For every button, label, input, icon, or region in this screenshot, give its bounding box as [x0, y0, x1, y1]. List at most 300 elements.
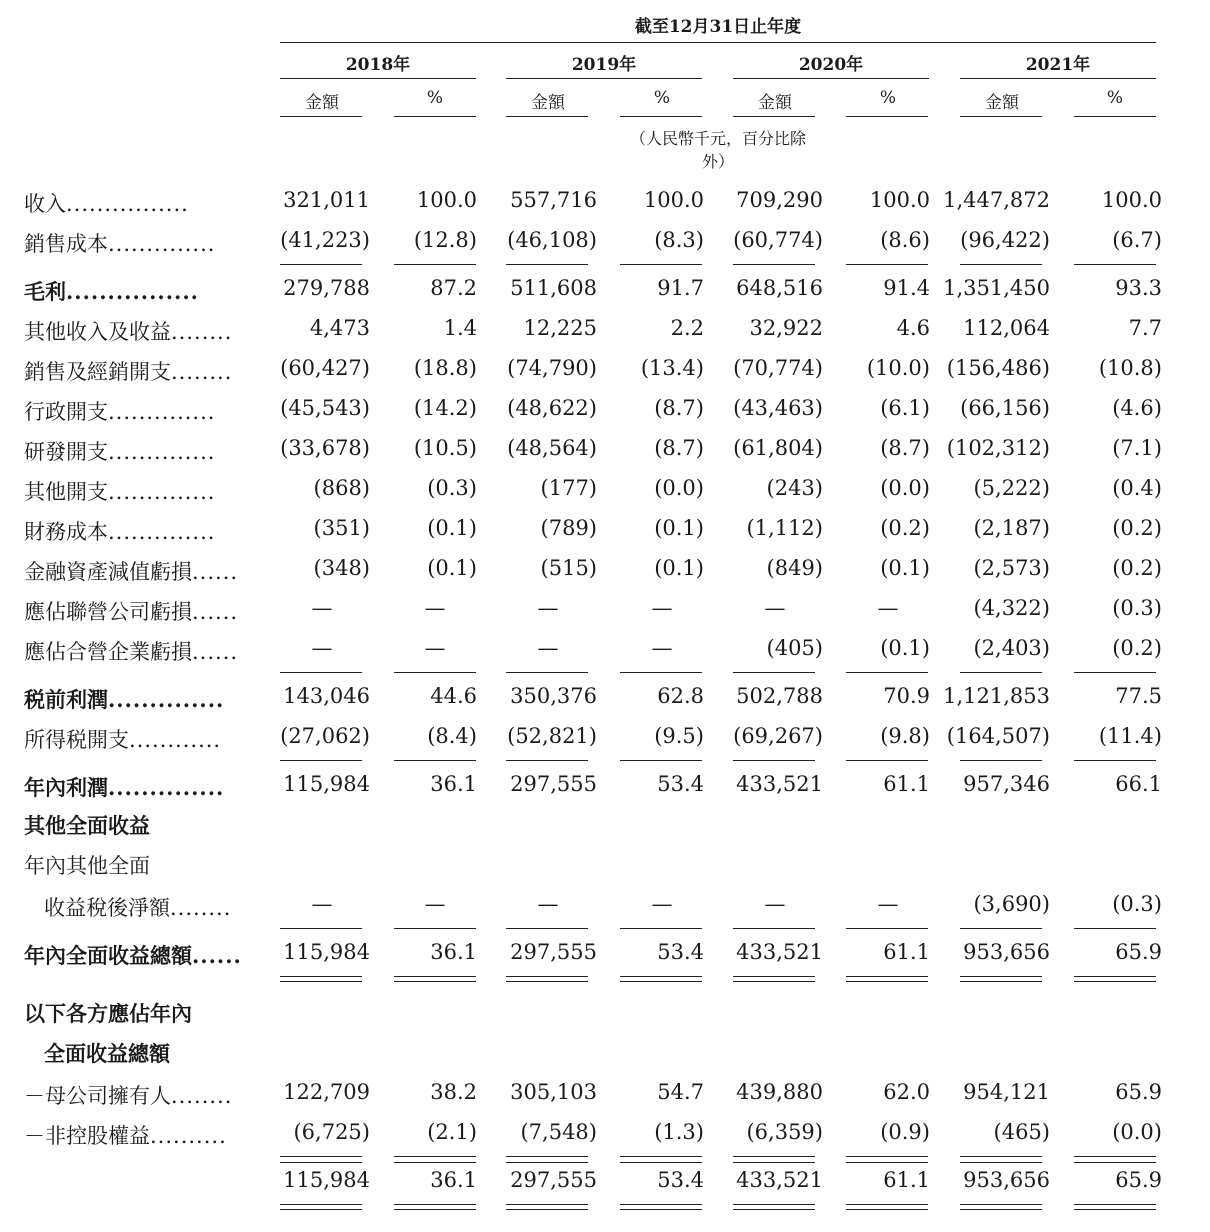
- percent-cell: (18.8): [413, 356, 477, 380]
- column-header-rule: [620, 116, 702, 117]
- row-label-text: 收益稅後淨額: [44, 896, 170, 920]
- units-note: （人民幣千元，百分比除外）: [629, 129, 806, 171]
- subtotal-rule: [620, 264, 702, 265]
- amount-cell: (96,422): [960, 228, 1050, 252]
- row-label-text: 銷售及經銷開支: [24, 360, 171, 384]
- year-header-2021: 2021年: [1025, 55, 1091, 75]
- total-double-rule: [960, 1204, 1042, 1210]
- column-header-rule: [960, 116, 1042, 117]
- percent-cell: (0.1): [654, 556, 704, 580]
- percent-column-header: %: [653, 88, 671, 108]
- percent-cell: (12.8): [413, 228, 477, 252]
- total-double-rule: [846, 1204, 928, 1210]
- column-header-rule: [733, 116, 815, 117]
- row-label-text: 毛利: [24, 279, 66, 304]
- amount-cell: 433,521: [736, 940, 823, 964]
- amount-cell: 439,880: [736, 1080, 823, 1104]
- row-label-text: 全面收益總額: [44, 1041, 170, 1066]
- row-label: [24, 810, 150, 840]
- leader-dots: ..............: [108, 687, 225, 712]
- percent-cell: 91.7: [657, 276, 704, 300]
- year-header-2018: 2018年: [345, 55, 411, 75]
- percent-cell: (0.0): [880, 476, 930, 500]
- row-label: [24, 188, 189, 218]
- leader-dots: ......: [192, 943, 242, 968]
- year-rule: [960, 78, 1156, 79]
- row-label: [44, 892, 231, 922]
- amount-cell: (33,678): [280, 436, 370, 460]
- subtotal-rule: [620, 928, 702, 929]
- percent-cell: —: [877, 892, 899, 916]
- leader-dots: ......: [192, 600, 239, 624]
- amount-cell: (849): [766, 556, 823, 580]
- row-label-text: －非控股權益: [24, 1124, 150, 1148]
- amount-cell: (43,463): [733, 396, 823, 420]
- percent-cell: 36.1: [430, 772, 477, 796]
- percent-cell: (0.1): [880, 636, 930, 660]
- percent-cell: (4.6): [1112, 396, 1162, 420]
- column-header-rule: [280, 116, 362, 117]
- subtotal-rule: [1074, 672, 1156, 673]
- percent-cell: 65.9: [1115, 1168, 1162, 1192]
- subtotal-rule: [1074, 760, 1156, 761]
- row-label-text: 收入: [24, 192, 66, 216]
- subtotal-rule: [394, 1156, 476, 1157]
- subtotal-rule: [394, 1162, 476, 1163]
- leader-dots: ..............: [108, 440, 216, 464]
- percent-cell: 77.5: [1115, 684, 1162, 708]
- percent-cell: 61.1: [883, 940, 930, 964]
- amount-cell: 12,225: [523, 316, 597, 340]
- subtotal-rule: [280, 1156, 362, 1157]
- percent-cell: 44.6: [430, 684, 477, 708]
- amount-cell: (405): [766, 636, 823, 660]
- column-header-rule: [1074, 116, 1156, 117]
- subtotal-rule: [1074, 928, 1156, 929]
- amount-cell: 502,788: [736, 684, 823, 708]
- subtotal-rule: [394, 760, 476, 761]
- amount-cell: 953,656: [963, 940, 1050, 964]
- year-rule: [733, 78, 929, 79]
- amount-cell: —: [311, 636, 333, 660]
- percent-cell: 2.2: [670, 316, 704, 340]
- row-label-text: 年內利潤: [24, 775, 108, 800]
- percent-cell: (0.1): [427, 516, 477, 540]
- percent-cell: —: [651, 596, 673, 620]
- percent-cell: —: [424, 596, 446, 620]
- total-double-rule: [620, 1204, 702, 1210]
- percent-cell: (0.0): [1112, 1120, 1162, 1144]
- percent-cell: 100.0: [416, 188, 477, 212]
- subtotal-rule: [506, 1156, 588, 1157]
- percent-cell: 100.0: [1101, 188, 1162, 212]
- amount-cell: —: [537, 596, 559, 620]
- row-label: [24, 724, 221, 754]
- column-header-rule: [846, 116, 928, 117]
- subtotal-rule: [620, 672, 702, 673]
- subtotal-rule: [620, 1162, 702, 1163]
- total-double-rule: [394, 976, 476, 982]
- amount-cell: 297,555: [510, 772, 597, 796]
- row-label-text: 年內全面收益總額: [24, 943, 192, 968]
- percent-cell: 100.0: [643, 188, 704, 212]
- percent-cell: (0.0): [654, 476, 704, 500]
- percent-cell: 61.1: [883, 772, 930, 796]
- subtotal-rule: [506, 1162, 588, 1163]
- amount-cell: (465): [993, 1120, 1050, 1144]
- percent-column-header: %: [1106, 88, 1124, 108]
- amount-cell: (27,062): [280, 724, 370, 748]
- percent-cell: (7.1): [1112, 436, 1162, 460]
- row-label: [24, 636, 238, 666]
- subtotal-rule: [620, 760, 702, 761]
- row-label: [24, 476, 215, 506]
- percent-cell: 54.7: [657, 1080, 704, 1104]
- amount-cell: 433,521: [736, 1168, 823, 1192]
- amount-cell: (2,573): [973, 556, 1050, 580]
- percent-cell: (1.3): [654, 1120, 704, 1144]
- percent-cell: (0.3): [427, 476, 477, 500]
- row-label-text: －母公司擁有人: [24, 1084, 171, 1108]
- amount-cell: 321,011: [283, 188, 370, 212]
- percent-cell: (8.3): [654, 228, 704, 252]
- row-label-text: 應佔聯營公司虧損: [24, 600, 192, 624]
- subtotal-rule: [1074, 1162, 1156, 1163]
- row-label-text: 其他收入及收益: [24, 320, 171, 344]
- subtotal-rule: [394, 928, 476, 929]
- percent-cell: 4.6: [896, 316, 930, 340]
- amount-cell: (1,112): [746, 516, 823, 540]
- amount-cell: (66,156): [960, 396, 1050, 420]
- amount-cell: 350,376: [510, 684, 597, 708]
- row-label: [24, 436, 215, 466]
- amount-cell: 648,516: [736, 276, 823, 300]
- subtotal-rule: [846, 928, 928, 929]
- period-title: 截至12月31日止年度: [634, 17, 802, 37]
- subtotal-rule: [620, 1156, 702, 1157]
- percent-cell: (0.1): [880, 556, 930, 580]
- row-label: [24, 556, 238, 586]
- percent-cell: 91.4: [883, 276, 930, 300]
- amount-column-header: 金額: [305, 93, 339, 113]
- amount-cell: (102,312): [946, 436, 1050, 460]
- amount-cell: —: [764, 892, 786, 916]
- amount-cell: (46,108): [507, 228, 597, 252]
- percent-cell: 100.0: [869, 188, 930, 212]
- subtotal-rule: [394, 672, 476, 673]
- amount-cell: 1,121,853: [943, 684, 1050, 708]
- year-rule: [280, 78, 476, 79]
- percent-cell: (6.1): [880, 396, 930, 420]
- percent-cell: 7.7: [1128, 316, 1162, 340]
- subtotal-rule: [506, 760, 588, 761]
- row-label: [24, 228, 215, 258]
- amount-cell: 4,473: [309, 316, 370, 340]
- amount-cell: (164,507): [946, 724, 1050, 748]
- year-header-2019: 2019年: [571, 55, 637, 75]
- amount-cell: 122,709: [283, 1080, 370, 1104]
- percent-cell: (13.4): [640, 356, 704, 380]
- amount-cell: (45,543): [280, 396, 370, 420]
- total-double-rule: [960, 976, 1042, 982]
- subtotal-rule: [846, 1162, 928, 1163]
- amount-cell: (70,774): [733, 356, 823, 380]
- total-double-rule: [280, 976, 362, 982]
- row-label-text: 所得税開支: [24, 728, 129, 752]
- amount-cell: 957,346: [963, 772, 1050, 796]
- subtotal-rule: [280, 672, 362, 673]
- amount-cell: 511,608: [510, 276, 597, 300]
- subtotal-rule: [1074, 264, 1156, 265]
- percent-cell: (0.1): [654, 516, 704, 540]
- amount-cell: (868): [313, 476, 370, 500]
- percent-cell: (11.4): [1098, 724, 1162, 748]
- row-label: [24, 316, 232, 346]
- amount-cell: 112,064: [963, 316, 1050, 340]
- total-double-rule: [506, 1204, 588, 1210]
- amount-column-header: 金額: [531, 93, 565, 113]
- leader-dots: ......: [192, 560, 239, 584]
- amount-cell: (41,223): [280, 228, 370, 252]
- header-rule: [280, 42, 1156, 43]
- amount-cell: —: [311, 892, 333, 916]
- amount-cell: (177): [540, 476, 597, 500]
- row-label-text: 財務成本: [24, 520, 108, 544]
- row-label: [24, 998, 192, 1028]
- total-double-rule: [394, 1204, 476, 1210]
- amount-cell: (515): [540, 556, 597, 580]
- row-label-text: 以下各方應佔年內: [24, 1001, 192, 1026]
- leader-dots: ..............: [108, 775, 225, 800]
- amount-cell: (74,790): [507, 356, 597, 380]
- amount-cell: 143,046: [283, 684, 370, 708]
- row-label: [44, 1038, 170, 1068]
- percent-cell: (0.2): [1112, 556, 1162, 580]
- amount-cell: 115,984: [283, 772, 370, 796]
- percent-cell: (10.0): [866, 356, 930, 380]
- amount-cell: (60,427): [280, 356, 370, 380]
- amount-cell: (6,359): [746, 1120, 823, 1144]
- total-double-rule: [280, 1204, 362, 1210]
- subtotal-rule: [733, 1162, 815, 1163]
- leader-dots: ........: [171, 1084, 233, 1108]
- row-label: [24, 850, 150, 880]
- leader-dots: ..............: [108, 520, 216, 544]
- percent-cell: 53.4: [657, 1168, 704, 1192]
- amount-cell: 954,121: [963, 1080, 1050, 1104]
- amount-cell: (243): [766, 476, 823, 500]
- subtotal-rule: [960, 1156, 1042, 1157]
- subtotal-rule: [846, 760, 928, 761]
- percent-cell: (0.3): [1112, 596, 1162, 620]
- total-double-rule: [1074, 976, 1156, 982]
- amount-column-header: 金額: [758, 93, 792, 113]
- percent-cell: (0.4): [1112, 476, 1162, 500]
- row-label: [24, 596, 238, 626]
- row-label-text: 金融資產減值虧損: [24, 560, 192, 584]
- leader-dots: ........: [171, 320, 233, 344]
- amount-cell: (3,690): [973, 892, 1050, 916]
- subtotal-rule: [846, 264, 928, 265]
- percent-cell: (14.2): [413, 396, 477, 420]
- percent-cell: (10.8): [1098, 356, 1162, 380]
- amount-cell: (7,548): [520, 1120, 597, 1144]
- subtotal-rule: [506, 672, 588, 673]
- total-double-rule: [733, 1204, 815, 1210]
- percent-cell: (0.9): [880, 1120, 930, 1144]
- row-label-text: 研發開支: [24, 440, 108, 464]
- percent-column-header: %: [879, 88, 897, 108]
- percent-cell: 61.1: [883, 1168, 930, 1192]
- amount-cell: 32,922: [749, 316, 823, 340]
- percent-cell: (8.7): [880, 436, 930, 460]
- subtotal-rule: [960, 928, 1042, 929]
- amount-cell: (69,267): [733, 724, 823, 748]
- percent-cell: —: [877, 596, 899, 620]
- subtotal-rule: [280, 1162, 362, 1163]
- leader-dots: ........: [171, 360, 233, 384]
- amount-cell: 557,716: [510, 188, 597, 212]
- total-double-rule: [620, 976, 702, 982]
- subtotal-rule: [733, 760, 815, 761]
- leader-dots: ......: [192, 640, 239, 664]
- amount-cell: 433,521: [736, 772, 823, 796]
- row-label-text: 年內其他全面: [24, 854, 150, 878]
- row-label: [24, 276, 199, 306]
- subtotal-rule: [960, 672, 1042, 673]
- row-label-text: 應佔合營企業虧損: [24, 640, 192, 664]
- amount-cell: (61,804): [733, 436, 823, 460]
- amount-cell: (48,564): [507, 436, 597, 460]
- amount-cell: (2,403): [973, 636, 1050, 660]
- row-label-text: 其他開支: [24, 480, 108, 504]
- amount-cell: 115,984: [283, 1168, 370, 1192]
- subtotal-rule: [846, 1156, 928, 1157]
- row-label: [24, 396, 215, 426]
- percent-cell: 65.9: [1115, 1080, 1162, 1104]
- leader-dots: ..............: [108, 480, 216, 504]
- percent-cell: 53.4: [657, 940, 704, 964]
- amount-cell: (48,622): [507, 396, 597, 420]
- percent-cell: (2.1): [427, 1120, 477, 1144]
- subtotal-rule: [733, 1156, 815, 1157]
- percent-cell: 36.1: [430, 1168, 477, 1192]
- row-label-text: 銷售成本: [24, 232, 108, 256]
- amount-column-header: 金額: [985, 93, 1019, 113]
- percent-cell: 1.4: [443, 316, 477, 340]
- percent-cell: —: [424, 892, 446, 916]
- row-label: [24, 684, 224, 714]
- amount-cell: (52,821): [507, 724, 597, 748]
- percent-cell: 62.0: [883, 1080, 930, 1104]
- percent-cell: (0.1): [427, 556, 477, 580]
- subtotal-rule: [846, 672, 928, 673]
- percent-cell: (9.5): [654, 724, 704, 748]
- amount-cell: (5,222): [973, 476, 1050, 500]
- percent-cell: (9.8): [880, 724, 930, 748]
- percent-cell: 87.2: [430, 276, 477, 300]
- amount-cell: —: [537, 892, 559, 916]
- total-double-rule: [506, 976, 588, 982]
- column-header-rule: [506, 116, 588, 117]
- percent-cell: (0.2): [1112, 516, 1162, 540]
- percent-cell: —: [651, 892, 673, 916]
- leader-dots: ..............: [108, 232, 216, 256]
- subtotal-rule: [733, 264, 815, 265]
- column-header-rule: [394, 116, 476, 117]
- total-double-rule: [1074, 1204, 1156, 1210]
- amount-cell: 115,984: [283, 940, 370, 964]
- leader-dots: ............: [129, 728, 222, 752]
- subtotal-rule: [394, 264, 476, 265]
- percent-cell: 65.9: [1115, 940, 1162, 964]
- leader-dots: ................: [66, 192, 189, 216]
- row-label-text: 其他全面收益: [24, 813, 150, 838]
- amount-cell: (348): [313, 556, 370, 580]
- subtotal-rule: [506, 928, 588, 929]
- percent-cell: (10.5): [413, 436, 477, 460]
- percent-cell: 38.2: [430, 1080, 477, 1104]
- subtotal-rule: [960, 760, 1042, 761]
- amount-cell: (351): [313, 516, 370, 540]
- leader-dots: ..........: [150, 1124, 227, 1148]
- amount-cell: —: [537, 636, 559, 660]
- row-label: [24, 516, 215, 546]
- percent-cell: 93.3: [1115, 276, 1162, 300]
- row-label: [24, 772, 224, 802]
- percent-cell: 66.1: [1115, 772, 1162, 796]
- amount-cell: (4,322): [973, 596, 1050, 620]
- subtotal-rule: [280, 760, 362, 761]
- subtotal-rule: [1074, 1156, 1156, 1157]
- percent-cell: (8.4): [427, 724, 477, 748]
- amount-cell: 1,351,450: [943, 276, 1050, 300]
- percent-cell: 70.9: [883, 684, 930, 708]
- amount-cell: —: [311, 596, 333, 620]
- leader-dots: ..............: [108, 400, 216, 424]
- percent-cell: (8.7): [654, 436, 704, 460]
- row-label: [24, 356, 232, 386]
- percent-cell: (6.7): [1112, 228, 1162, 252]
- subtotal-rule: [960, 264, 1042, 265]
- total-double-rule: [733, 976, 815, 982]
- percent-cell: 36.1: [430, 940, 477, 964]
- percent-cell: —: [424, 636, 446, 660]
- percent-cell: (0.3): [1112, 892, 1162, 916]
- row-label-text: 行政開支: [24, 400, 108, 424]
- amount-cell: 953,656: [963, 1168, 1050, 1192]
- percent-cell: (0.2): [880, 516, 930, 540]
- subtotal-rule: [733, 928, 815, 929]
- leader-dots: ................: [66, 279, 199, 304]
- percent-cell: (8.7): [654, 396, 704, 420]
- subtotal-rule: [280, 264, 362, 265]
- row-label: [24, 1080, 232, 1110]
- leader-dots: ........: [170, 896, 232, 920]
- percent-cell: (8.6): [880, 228, 930, 252]
- amount-cell: (2,187): [973, 516, 1050, 540]
- amount-cell: 297,555: [510, 940, 597, 964]
- percent-cell: 53.4: [657, 772, 704, 796]
- amount-cell: 305,103: [510, 1080, 597, 1104]
- amount-cell: 709,290: [736, 188, 823, 212]
- amount-cell: —: [764, 596, 786, 620]
- subtotal-rule: [506, 264, 588, 265]
- amount-cell: (60,774): [733, 228, 823, 252]
- year-header-2020: 2020年: [798, 55, 864, 75]
- amount-cell: 279,788: [283, 276, 370, 300]
- total-double-rule: [846, 976, 928, 982]
